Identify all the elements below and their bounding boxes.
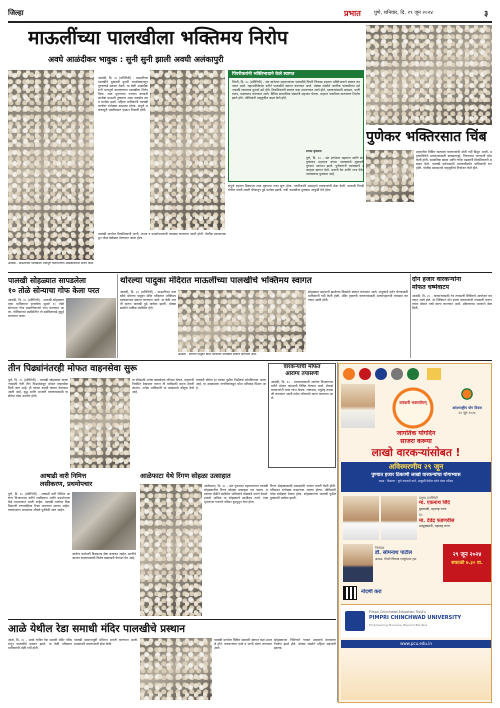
right-lead-banner [366,126,492,148]
story2-photo [66,298,116,358]
ad-line2: साजरा करूया [400,438,432,445]
right-lead-headline: पुणेकर भक्तिरसात चिंब [366,129,487,145]
notice-body: आळंदी, दि. २८ - वारकऱ्यांसाठी आरोग्य विभागाच्या वतीने मोफत तपासणी शिबिर घेण्यात आले. शेकडो वारकऱ्यांनी याचा लाभ घेतला. रक्तदाब, मधुमेह तपासणी करण्यात आली तसेच औषधांचे वाटप करण्यात आले. [271,380,333,400]
ad-logo-2 [359,368,371,380]
lead-photo [8,70,94,260]
notice-box [268,363,336,468]
story7-headline: आळेफाटा येथे रिंगण सोहळा उत्साहात [140,472,231,480]
ad-badge-text: वारकरी भक्तयोगम् [399,400,427,405]
ad-guest-photo-2 [381,496,417,540]
ad-register: नोंदणी करा [361,589,382,595]
box-strip-body: पिंपरी, दि. २८ (प्रतिनिधी) - संत ज्ञानेश्वर महाराजांच्या पालखीचे पिंपरी चिंचवड शहरात भक्तिभावाने स्वागत करण्यात आले. महापालिकेच्या वतीने पालखीचे स्वागत करण्यात आले. मोठ्या संख्येने नागरिक पालखीच्या दर्शनासाठी रस्त्याच्या दुतर्फा उभे होते. ठिकठिकाणी स्वागत कक्ष उभारण्यात आले होते. वारकऱ्यांसाठी अन्नदान, पाणी वाटप, फळवाटप करण्यात आले. विविध सामाजिक संस्थांनी सहभाग घेतला. शहरात भक्तीमय वातावरण निर्माण झाले होते. पोलिसांनी वाहतुकीत बदल केले होते. [232,80,360,100]
story5-photo [70,378,130,468]
dateline: पुणे, शनिवार, दि. २९ जून २०२४ [374,10,433,16]
story6-body-1: पुणे, दि. २८ (प्रतिनिधी) - आषाढी वारी निमित्त आरोग्य विभागाच्या वतीने लसीकरण आणि प्रथमोपचार केंद्रे उभारण्यात आली आहेत. पालखी मार्गावर ठिकठिकाणी रुग्णवाहिका तैनात करण्यात आल्या आहेत. वारकऱ्यांना आवश्यक औषधे पुरविली जात आहेत. [8,492,70,512]
qr-code-icon [343,586,357,600]
yoga-figure-icon [457,384,477,404]
ad-host-photo [343,544,373,582]
story8-photo [140,638,212,700]
lead-body-col2: पालखी मार्गावर ठिकठिकाणी पाणी, नाश्ता व प्रथमोपचाराची व्यवस्था करण्यात आली होती. पोलीस प्रशासनाकडून चोख बंदोबस्त ठेवण्यात आला होता. [98,232,226,240]
ad-guest-photo-1 [343,496,379,540]
ad-logo-3 [375,368,387,380]
column-rule-1 [117,274,118,358]
story2-headline-l2: १० तोळे सोन्याचा गोफ केला परत [8,286,100,295]
box-strip-lower-text: संपूर्ण शहरात दिवसभर टाळ मृदंगाचा गजर सुरू होता. नागरिकांनी उत्साहाने वारकऱ्यांची सेवा केली. पालखी निगडी येथील भक्ती शक्ती चौकातून पुढे मार्गस्थ झाली. रात्री पालखीचा मुक्काम आकुर्डी येथे होता. [228,184,364,192]
ad-time: सकाळी ७.३० वा. [451,561,483,566]
ad-event-sub: पुण्यात हजार ठिकाणी लाखो वारकऱ्यांचा योगाभ्यास [371,473,461,478]
ad-guest2-role: उपमुख्यमंत्री, महाराष्ट्र राज्य [419,524,450,529]
ad-detail: स्थळ : ठिकाण : पुणे वारकरी मार्ग, आकुर्डी येथील दर्शन मंडप परिसर [378,479,454,483]
notice-title-l1: वारकऱ्यांची मोफत [283,364,321,370]
notice-title-l2: आरोग्य तपासणी [285,371,319,377]
masthead-rule [8,21,492,23]
story6-photo [72,492,136,550]
section-rule-2 [8,360,492,361]
lead-photo-2 [150,70,225,230]
right-lead-photo [366,150,414,202]
box-strip-title: पिंपरीकरांनी भक्तिभावाने केले स्वागत [229,71,363,78]
lead-subheadline: अवघे आळंदीकर भावुक : सुनी सुनी झाली अवघी अलंकापुरी [48,55,224,64]
section-rule-3 [8,619,336,620]
column-rule-2 [410,274,411,358]
ad-university-band [341,604,491,638]
story8-body-4: सोहळ्याच्या निमित्ताने गावात उत्सवाचे वातावरण निर्माण झाले होते. मोठ्या संख्येने महिला सहभागी झाल्या. [274,638,336,650]
page-number: ३ [484,9,489,18]
advertisement [338,363,492,703]
ad-bottom-fill [341,650,491,700]
ad-university-pre: Pimpri Chinchwad Education Trust's [369,610,426,614]
ad-university-tag: Empowering Pioneers, Beyond Borders [369,623,428,627]
story3-caption: आळंदी - थोरल्या पादुका मंदिर परिसरात पालखीचे स्वागत करण्यात आले. [178,353,258,356]
story6-headline-l2: लसीकरण, प्रथमोपचार [40,480,93,488]
ad-portrait-pm [341,384,375,428]
university-logo-icon [345,611,365,631]
right-lead-body-1: पुणे, दि. २८ - संत ज्ञानेश्वर महाराज आणि संत तुकाराम महाराज यांच्या पालख्यांचे शुक्रवारी पुण्यात आगमन झाले. पुणेकरांनी पालख्यांचे उत्साहात स्वागत केले. भवानी पेठ आणि नाना पेठेत पालख्यांचा मुक्काम आहे. [306,156,364,176]
ad-event-title: अविस्मरणीय २९ जून [388,462,444,471]
ad-guest2: मा. देवेंद्र फडणवीस [419,517,455,524]
ad-yoga-date: २१ जून २०२४ [458,411,476,415]
ad-badge [391,386,435,430]
right-lead-byline: प्रभात वृत्तसेवा [306,150,322,153]
story8-body-3: पालखी मार्गावर विविध संस्थांनी स्वागत कक्ष उभारले होते. वारकऱ्यांना फळे व पाणी वाटप करण्यात आले. [214,638,272,650]
ad-event-band [341,462,491,492]
ad-chief-guest-label: प्रमुख उपस्थिती [419,496,438,500]
story3-headline: थोरल्या पादुका मंदिरात माऊलींच्या पालखीचे भक्तिमय स्वागत [120,276,312,286]
section-rule-1 [8,272,492,273]
lead-photo-caption: आळंदी - माऊलींच्या पालखीला भावपूर्ण वातावरणात आळंदीकरांनी निरोप दिला. [8,262,95,265]
ad-logo-5 [407,368,419,380]
ad-host-block [375,546,441,582]
story5-headline: तीन पिढ्यांनंतरही मोफत वाहनसेवा सुरू [8,364,138,374]
story4-headline-l1: दोन हजार वारकऱ्यांना [412,276,462,283]
ad-footer-strip [341,640,491,648]
story2-headline-l1: पालखी सोहळ्यात सापडलेला [8,276,86,285]
story3-body-1: आळंदी, दि. २८ (प्रतिनिधी) - माऊलींच्या पालखीचे थोरल्या पादुका मंदिर परिसरात भक्तिमय वातावरणात स्वागत करण्यात आले. या वेळी आरती करून पालखी पुढे मार्गस्थ झाली. मोठ्या संख्येने भाविक उपस्थित होते. [120,290,176,310]
story6-headline-l1: आषाढी वारी निमित्त [40,472,87,480]
story5-body-1: पुणे, दि. २८ (प्रतिनिधी) - पालखी सोहळ्यात वारकऱ्यांसाठी गेली तीन पिढ्यांपासून मोफत वाहनसेवा दिली जात आहे. ही परंपरा यंदाही कायम ठेवण्यात आली आहे. वृद्ध आणि आजारी वारकऱ्यांसाठी या सेवेचा मोठा उपयोग होतो. [8,378,68,398]
story3-body-2: सोहळ्यात सहभागी झालेल्या दिंड्यांचे स्वागत करण्यात आले. पादुकांचे दर्शन घेण्यासाठी भाविकांनी गर्दी केली होती. मंदिर ट्रस्टतर्फे वारकऱ्यांसाठी अल्पोपहाराची व्यवस्था करण्यात आली होती. [308,290,408,302]
masthead [8,8,492,20]
ad-date: २९ जून २०२४ [452,552,482,558]
ad-logos-row [341,366,491,382]
story5-body-2: या सेवेसाठी अनेक स्वयंसेवक परिश्रम घेतात. वाहनांची नियमित देखभाल करून ती वारीसाठी सज्ज ठेवली जातात. अनेक भाविकांनी या उपक्रमाचे कौतुक केले आहे. [132,378,194,394]
story7-photo [140,484,202,616]
ad-host-label: निमंत्रक [375,546,385,550]
ad-line1: जागतिक योगदिन [396,430,436,437]
ad-host-role: अध्यक्ष, पिंपरी चिंचवड एज्युकेशन ट्रस्ट [375,557,417,562]
ad-host: डॉ. सोमनाथ पाटील [375,550,412,557]
story7-body-2: रिंगण सोहळ्यासाठी ग्रामस्थांनी जय्यत तयारी केली होती. परिसरात रांगोळ्या काढण्यात आल्या होत्या. पोलिसांनी चोख बंदोबस्त ठेवला होता. सोहळ्यानंतर पालखी पुढील मुक्कामी मार्गस्थ झाली. [270,484,336,500]
ad-yoga-logo [443,382,491,418]
story8-headline: आळे येथील रेडा समाधी मंदिर पालखीचे प्रस्थान [8,623,186,635]
story4-body: आळंदी, दि. २८ - वारकऱ्यांसाठी नेत्र तपासणी शिबिराचे आयोजन करण्यात आले होते. या शिबिरात दोन हजार वारकऱ्यांची तपासणी करून त्यांना मोफत चष्मे वाटप करण्यात आले. डॉक्टरांच्या पथकाने सेवा दिली. [412,294,492,310]
section-label: जिल्हा [8,9,24,17]
ad-logo-1 [343,368,355,380]
right-top-photo [366,25,492,125]
ad-register-row [343,586,491,600]
ad-chief-guest-role: मुख्यमंत्री, महाराष्ट्र राज्य [419,506,447,511]
story8-body-1: आळे, दि. २८ - आळे येथील रेडा समाधी मंदिर परिसरातून पालखीचे प्रस्थान झाले. या वेळी परिसरात भाविकांची मोठी गर्दी होती. [8,638,72,650]
ad-university: PIMPRI CHINCHWAD UNIVERSITY [369,615,462,621]
lead-body-col1: आळंदी, दि. २८ (प्रतिनिधी) - माऊलींच्या पालखीने शुक्रवारी दुपारी आजोळघरातून पुण्याकडे प्रस्थान ठेवले. या वेळी आळंदीकरांनी भावपूर्ण वातावरणात पालखीला निरोप दिला. टाळ मृदंगाच्या गजरात वारकरी ज्ञानोबा माऊली तुकाराम असा जयघोष करत मार्गस्थ झाले. महिला भाविकांनी पालखी मार्गावर रांगोळ्या काढल्या होत्या. संपूर्ण अलंकापुरी भक्तीरसात न्हाऊन निघाली होती. [98,76,148,112]
ad-logo-6 [427,368,441,380]
story8-body-2: पालखी प्रस्थानापूर्वी मंदिरात आरती करण्यात आली. ग्रामस्थांनी वारकऱ्यांची सेवा केली. [74,638,138,646]
ad-footer-url: www.pcu.edu.in [400,641,432,646]
ad-line3: लाखो वारकऱ्यांसोबत ! [371,447,461,459]
right-lead-body-2: शहरातील विविध रस्त्यांवर वारकऱ्यांची मोठी गर्दी दिसून आली. महापालिकेने वारकऱ्यांसाठी स्वच्छतागृहे, पिण्याच्या पाण्याची सोय केली होती. सामाजिक संस्था आणि गणेश मंडळांनी ठिकठिकाणी अन्नदान केले. पालखी दर्शनासाठी मध्यरात्रीपर्यंत भाविकांची रांग होती. पोलीस प्रशासनाने वाहतुकीचे नियोजन केले होते. [416,150,492,170]
story2-body: आळंदी, दि. २८ (प्रतिनिधी) - पालखी सोहळ्यात एका भाविकाचा हरवलेला सुमारे १० तोळे सोन्याचा गोफ प्रामाणिकपणे परत करण्यात आला. पोलिसांच्या उपस्थितीत तो संबंधितांकडे सुपूर्द करण्यात आला. [8,298,64,318]
story7-body-1: आळेफाटा, दि. २८ - संत तुकाराम महाराजांच्या पालखी सोहळ्यातील रिंगण सोहळा उत्साहात पार पडला. अश्वांच्या दौडीने उपस्थित भाविकांचे डोळ्याचे पारणे फेडले. हजारो भाविक या सोहळ्याचे साक्षीदार ठरले. टाळ मृदंगाच्या गजराने परिसर दुमदुमून गेला होता. [204,484,268,504]
lead-headline: माऊलींच्या पालखीला भक्तिमय निरोप [28,27,288,49]
paper-logo: प्रभात [344,9,361,18]
ad-chief-guest: मा. एकनाथ शिंदे [419,500,450,507]
ad-guest-block-1 [419,496,491,540]
ad-yoga-day: आंतरराष्ट्रीय योग दिवस [452,406,482,410]
ad-guest2-label: मा. [419,513,423,518]
ad-date-block [443,544,491,582]
story6-body-2: आरोग्य कर्मचारी दिवसरात्र सेवा बजावत आहेत. साथीचे आजार टाळण्यासाठी विशेष खबरदारी घेण्यात येत आहे. [72,552,136,560]
story5-body-3: वारकरी सेवेचा हा वारसा पुढील पिढीकडे सोपविण्यात आला आहे. या उपक्रमाला नागरिकांकडून मोठा प्रतिसाद मिळत आहे. [196,378,266,390]
column-rule-3 [337,362,338,702]
story3-photo [178,290,306,352]
story4-headline-l2: मोफत चष्मेवाटप [412,284,450,291]
ad-logo-4 [391,368,403,380]
